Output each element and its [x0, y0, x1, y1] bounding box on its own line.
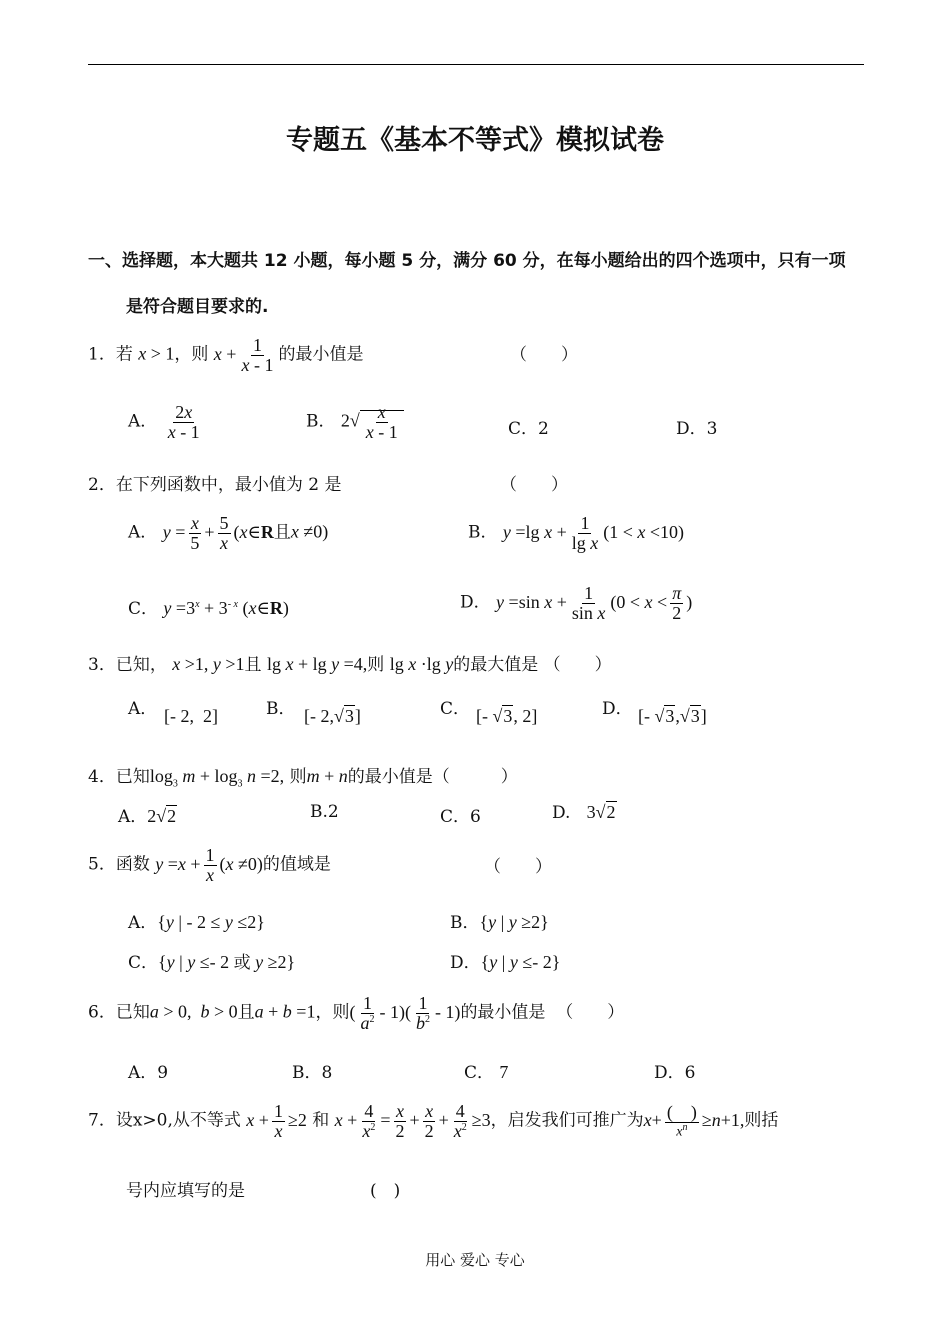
q3-option-d-value: [- √3,√3]	[638, 706, 707, 726]
q2-option-b: B． y =lg x + $\frac{1}{\text{lg x}}$ (1 < x <10)	[468, 513, 685, 553]
math-expression: a > 0, b > 0	[149, 1001, 238, 1022]
answer-paren-5: （ ）	[484, 857, 552, 877]
question-3: 3．已知， x >1, y >1且 lg x + lg y =4,则 lg x ·lg y的最大值是 （ ）	[88, 654, 612, 675]
math-expression: 2√ $\frac{x}{x - 1}$	[341, 410, 404, 431]
q3-option-d: D．	[602, 699, 633, 719]
math-expression: x > 1	[138, 343, 175, 364]
math-expression: {y | y ≤- 2	[158, 952, 234, 972]
math-expression: m + n	[306, 766, 348, 786]
q2-option-c: C． $y =3^x + 3^{- x}$ (x∈R)	[128, 598, 289, 619]
math-expression: 3√2	[586, 802, 616, 822]
q4-option-b: B.2	[310, 802, 339, 822]
question-4: 4．已知$\log_3 m + \log_3 n =2$, 则m + n的最小值是（ ）	[88, 766, 518, 790]
answer-paren-1: （ ）	[510, 345, 578, 365]
math-expression: $\log_3 m + \log_3 n =2$,	[149, 766, 285, 790]
page-footer: 用心 爱心 专心	[425, 1251, 525, 1269]
math-expression: x + $\frac{1}{x}$ ≥2	[246, 1101, 307, 1141]
answer-paren-7: ( )	[370, 1181, 401, 1201]
question-6: 6．已知a > 0, b > 0且a + b =1，则( $\frac{1}{a^2}$ - 1)( $\frac{1}{b^2}$ - 1)的最小值是 （ ）	[88, 993, 625, 1033]
q5-option-d: D．{y | y ≤- 2}	[450, 952, 561, 973]
q3-option-b-value: [- 2,√3]	[304, 706, 361, 726]
math-expression: {y | y ≤- 2}	[480, 952, 561, 972]
q3-option-b: B．	[266, 699, 296, 719]
q3-option-a-value: [- 2, 2]	[164, 706, 218, 726]
q3-option-a: A．	[128, 699, 158, 719]
math-expression: $y =3^x + 3^{- x}$ (x∈R)	[163, 598, 289, 618]
q6-option-b: B．8	[292, 1063, 333, 1083]
math-expression: y =sin x + $\frac{1}{\text{sin x}}$ (0 < x < $\frac{\pi}{2}$ )	[496, 583, 693, 623]
math-expression: x >1, y >1	[172, 654, 245, 674]
question-5: 5．函数 y =x + $\frac{1}{x}$ (x ≠0)的值域是	[88, 845, 331, 885]
q5-option-c: C．{y | y ≤- 2 或 y ≥2}	[128, 952, 296, 973]
q1-option-c: C．2	[508, 419, 549, 439]
q1-option-a: A． $\frac{2x}{x - 1}$	[128, 403, 205, 442]
math-expression: 2√2	[147, 806, 177, 826]
math-expression: lg x ·lg y	[389, 654, 454, 674]
math-expression: {y | y ≥2}	[479, 912, 549, 932]
question-1: 1．若 x > 1，则 x + $\frac{1}{x - 1}$ 的最小值是	[88, 335, 364, 375]
q2-option-d: D． y =sin x + $\frac{1}{\text{sin x}}$ (0 < x < $\frac{\pi}{2}$ )	[460, 583, 693, 623]
q1-option-d: D．3	[676, 419, 718, 439]
math-expression: lg x + lg y =4,	[266, 654, 368, 674]
answer-paren-2: （ ）	[500, 475, 568, 495]
math-expression: y =x + $\frac{1}{x}$ (x ≠0)	[155, 845, 263, 885]
q3-option-c-value: [- √3, 2]	[476, 706, 538, 726]
q5-option-b: B．{y | y ≥2}	[450, 912, 549, 933]
math-expression: x+ $\frac{( )}{x^n}$ ≥n+1,	[643, 1101, 745, 1140]
q1-option-b: B． 2√ $\frac{x}{x - 1}$	[306, 403, 404, 442]
question-2: 2．在下列函数中，最小值为 2 是	[88, 475, 342, 495]
section-heading-line1: 一、选择题，本大题共 12 小题，每小题 5 分，满分 60 分，在每小题给出的四个选项中，只有一项	[88, 251, 846, 271]
math-expression: x + $\frac{4}{x^2}$ = $\frac{x}{2}$ + $\frac{x}{2}$ + $\frac{4}{x^2}$ ≥3	[334, 1101, 491, 1141]
q4-option-c: C．6	[440, 807, 481, 827]
page-title: 专题五《基本不等式》模拟试卷	[286, 125, 664, 156]
section-heading-line2: 是符合题目要求的.	[126, 297, 269, 317]
top-rule	[88, 64, 864, 65]
q4-option-a: A．2√2	[118, 806, 177, 827]
q6-option-c: C． 7	[464, 1062, 509, 1083]
q4-option-d: D. 3√2	[552, 802, 616, 823]
q6-option-d: D．6	[654, 1063, 696, 1083]
math-expression: {y | - 2 ≤ y ≤2}	[157, 912, 265, 932]
q3-option-c: C．	[440, 699, 471, 719]
math-expression: x + $\frac{1}{x - 1}$	[213, 335, 274, 375]
math-expression: y =lg x + $\frac{1}{\text{lg x}}$ (1 < x <10)	[502, 513, 685, 553]
math-expression: ( $\frac{1}{a^2}$ - 1)( $\frac{1}{b^2}$ - 1)	[349, 993, 461, 1033]
math-expression: y = $\frac{x}{5}$ + $\frac{5}{x}$ (x∈R	[162, 513, 274, 553]
question-7: 7．设x>0,从不等式 x + $\frac{1}{x}$ ≥2 和 x + $\frac{4}{x^2}$ = $\frac{x}{2}$ + $\frac{x}{2}$ + $\frac{4}{x^2}$ ≥3，启发我们可推广为x+ $\frac{( )}{x^n}$ ≥n+1,则括	[88, 1101, 779, 1141]
math-expression: $\frac{2x}{x - 1}$	[167, 402, 200, 442]
q2-option-a: A． y = $\frac{x}{5}$ + $\frac{5}{x}$ (x∈R且x ≠0)	[128, 513, 329, 553]
math-expression: a + b =1	[254, 1001, 316, 1022]
q6-option-a: A．9	[128, 1063, 169, 1083]
question-7-line2: 号内应填写的是	[126, 1181, 245, 1201]
q5-option-a: A．{y | - 2 ≤ y ≤2}	[128, 912, 265, 933]
